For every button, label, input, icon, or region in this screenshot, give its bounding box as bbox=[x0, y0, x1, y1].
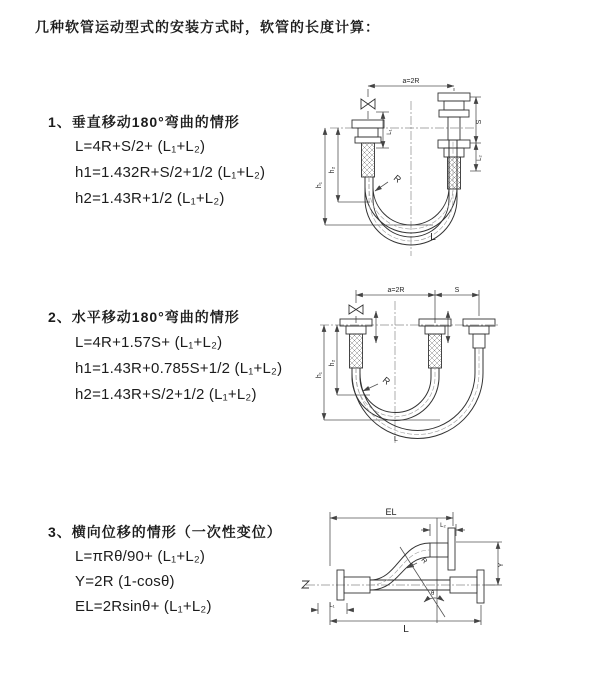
diagram-lateral-displacement bbox=[298, 498, 508, 648]
right-flange-stack bbox=[463, 319, 495, 348]
section-2-heading: 2、水平移动180°弯曲的情形 bbox=[48, 309, 240, 325]
radius-label: R bbox=[380, 374, 393, 387]
dim-label-l2: L₂ bbox=[440, 523, 446, 529]
braid-section bbox=[350, 334, 363, 368]
valve-icon bbox=[361, 99, 375, 109]
dim-label-h2: h₂ bbox=[329, 166, 336, 174]
section-3-formula-Y: Y=2R (1-cosθ) bbox=[75, 573, 175, 590]
dim-label-l1: L₁ bbox=[387, 129, 393, 135]
theta-label: θ bbox=[431, 591, 435, 597]
section-1-formula-h1: h1=1.432R+S/2+1/2 (L₁+L₂) bbox=[75, 164, 266, 181]
dim-label-s: S bbox=[454, 287, 460, 294]
dim-label-l1: L₁ bbox=[329, 603, 335, 609]
section-1-formula-h2: h2=1.43R+1/2 (L₁+L₂) bbox=[75, 190, 225, 207]
lower-right-flange bbox=[450, 570, 484, 603]
pipe-break-mark bbox=[302, 581, 309, 588]
dim-label-h1: h₁ bbox=[316, 181, 323, 189]
length-label: L bbox=[403, 624, 409, 635]
section-3-formula-L: L=πRθ/90+ (L₁+L₂) bbox=[75, 548, 206, 565]
radius-label: R bbox=[419, 556, 429, 566]
dim-label-l2: L₂ bbox=[477, 155, 483, 161]
section-1-heading: 1、垂直移动180°弯曲的情形 bbox=[48, 114, 240, 130]
diagram-3-labels bbox=[329, 507, 505, 635]
braid-section bbox=[429, 334, 442, 368]
right-lower-flange-stack bbox=[438, 140, 470, 189]
section-3-heading: 3、横向位移的情形（一次性变位） bbox=[48, 524, 282, 540]
dimension-lines bbox=[311, 512, 502, 625]
dim-label-y: Y bbox=[498, 562, 505, 568]
dim-label-el: EL bbox=[385, 507, 397, 517]
radius-label: R bbox=[391, 172, 404, 185]
page-title: 几种软管运动型式的安装方式时，软管的长度计算： bbox=[35, 19, 380, 35]
center-lines bbox=[320, 301, 500, 443]
section-2-formula-L: L=4R+1.57S+ (L₁+L₂) bbox=[75, 334, 223, 351]
middle-flange-stack bbox=[419, 319, 451, 368]
length-label: L bbox=[430, 232, 436, 243]
length-label: L bbox=[394, 436, 398, 443]
valve-icon bbox=[349, 305, 363, 314]
hose-u-curves bbox=[352, 348, 483, 439]
dim-label-h1: h₁ bbox=[316, 371, 323, 379]
dim-label-h2: h₂ bbox=[329, 359, 336, 367]
dim-label-s: S bbox=[476, 119, 483, 125]
left-flange-stack bbox=[340, 319, 372, 368]
left-flange-stack bbox=[352, 120, 384, 177]
dim-label-a2r: a=2R bbox=[387, 287, 405, 294]
diagram-horizontal-180-bend bbox=[312, 283, 512, 448]
right-upper-flange-stack bbox=[438, 93, 470, 140]
section-3-formula-EL: EL=2Rsinθ+ (L₁+L₂) bbox=[75, 598, 212, 615]
dim-label-a2r: a=2R bbox=[402, 78, 420, 85]
braid-section bbox=[362, 143, 375, 177]
construction-lines bbox=[400, 518, 445, 623]
section-2-formula-h1: h1=1.43R+0.785S+1/2 (L₁+L₂) bbox=[75, 360, 283, 377]
section-2-formula-h2: h2=1.43R+S/2+1/2 (L₁+L₂) bbox=[75, 386, 257, 403]
dimension-lines bbox=[325, 86, 481, 225]
section-1-formula-L: L=4R+S/2+ (L₁+L₂) bbox=[75, 138, 206, 155]
diagram-vertical-180-bend bbox=[312, 75, 512, 260]
upper-right-flange bbox=[430, 528, 455, 570]
dimension-lines bbox=[324, 290, 479, 420]
